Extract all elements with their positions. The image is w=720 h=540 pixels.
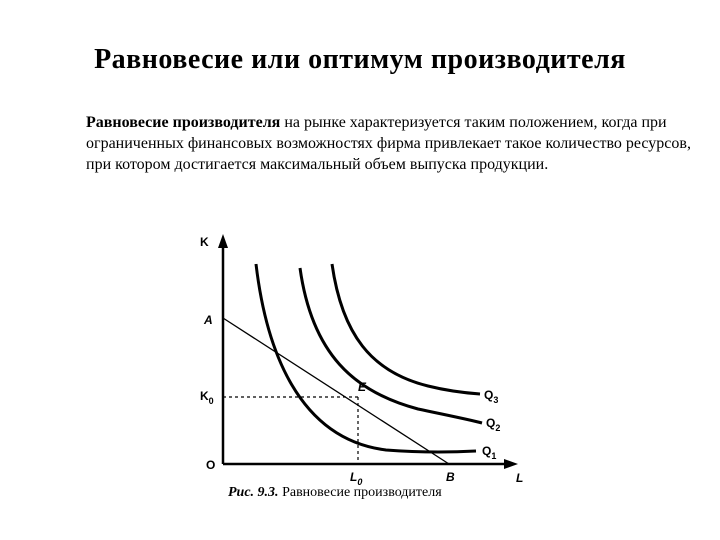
point-e-label: E bbox=[358, 380, 367, 394]
figure-caption: Рис. 9.3. Равновесие производителя bbox=[228, 485, 442, 500]
axis-y-label: K bbox=[200, 235, 209, 249]
q2-label: $Q_2$ bbox=[486, 416, 501, 433]
definition-text: на рынке характеризуется таким положением, когда при ограниченных финансовых возможностях фирма привлекает такое количество ресурсов, при котором достигается максимальный объем выпуска продукции. bbox=[86, 114, 691, 173]
isocost-line bbox=[223, 318, 449, 464]
origin-label: O bbox=[206, 458, 216, 472]
axis-x-label: L bbox=[516, 471, 524, 485]
point-b-label: B bbox=[446, 470, 455, 484]
definition-paragraph bbox=[86, 112, 696, 175]
q1-label: $Q_1$ bbox=[482, 444, 497, 461]
producer-equilibrium-figure bbox=[186, 224, 531, 509]
x-axis-arrow-icon bbox=[504, 459, 518, 469]
q3-label: $Q_3$ bbox=[484, 388, 499, 405]
slide-title: Равновесие или оптимум производителя bbox=[94, 44, 626, 75]
isoquant-q1 bbox=[256, 264, 476, 452]
k0-label: $K_0$ bbox=[200, 389, 214, 406]
point-a-label: A bbox=[204, 313, 213, 327]
isoquant-q3 bbox=[332, 264, 480, 394]
y-axis-arrow-icon bbox=[218, 234, 228, 248]
isoquant-q2 bbox=[300, 268, 482, 423]
l0-label: $L_0$ bbox=[350, 470, 363, 487]
isoquant-diagram bbox=[186, 224, 531, 504]
definition-term: Равновесие производителя bbox=[86, 114, 281, 131]
